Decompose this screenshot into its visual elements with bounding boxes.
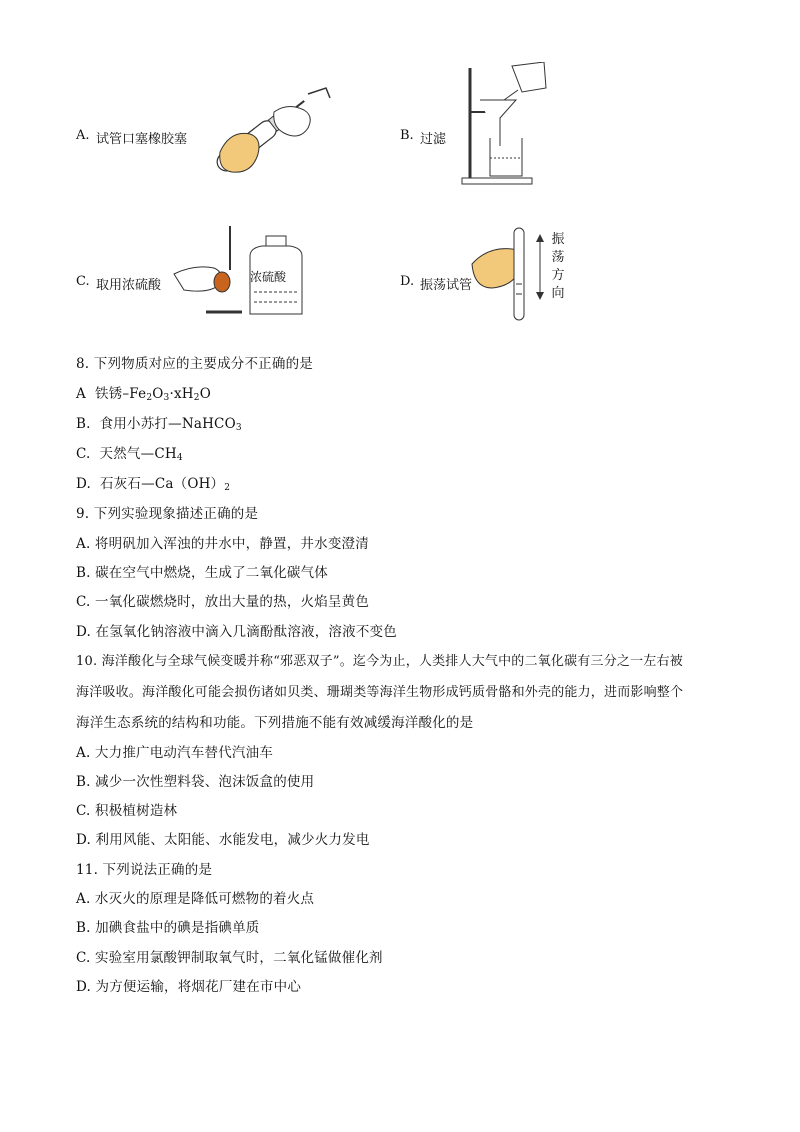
q11-option-a: A. 水灭火的原理是降低可燃物的着火点 bbox=[76, 891, 315, 907]
q11-option-c: C. 实验室用氯酸钾制取氧气时，二氧化锰做催化剂 bbox=[76, 950, 383, 966]
q7-b-text: 过滤 bbox=[420, 132, 447, 147]
shake-direction-char-3: 方 bbox=[551, 268, 565, 283]
q8-d-prefix: D. bbox=[76, 476, 92, 492]
q9-option-b: B. 碳在空气中燃烧，生成了二氧化碳气体 bbox=[76, 565, 329, 581]
q10-stem-line-2: 海洋吸收。海洋酸化可能会损伤诸如贝类、珊瑚类等海洋生物形成钙质骨骼和外壳的能力，进而影响整个 bbox=[76, 685, 684, 700]
q8-b-name: 食用小苏打 bbox=[99, 416, 169, 432]
q8-a-s1: 2 bbox=[146, 393, 153, 403]
q10-option-c: C. 积极植树造林 bbox=[76, 803, 178, 819]
figure-shake-test-tube bbox=[470, 224, 560, 324]
q8-d-s1: 2 bbox=[224, 483, 231, 493]
q8-stem: 8. 下列物质对应的主要成分不正确的是 bbox=[76, 356, 313, 372]
q8-a-f3: ·xH bbox=[169, 386, 194, 402]
q8-option-d bbox=[76, 472, 230, 493]
q11-stem: 11. 下列说法正确的是 bbox=[76, 862, 213, 878]
shake-direction-char-1: 振 bbox=[551, 232, 565, 247]
q7-d-text: 振荡试管 bbox=[420, 278, 473, 293]
q9-option-a: A. 将明矾加入浑浊的井水中，静置，井水变澄清 bbox=[76, 536, 369, 552]
q8-c-s1: 4 bbox=[176, 453, 183, 463]
q8-c-name: 天然气 bbox=[99, 446, 141, 462]
q8-a-f4: O bbox=[199, 386, 211, 402]
acid-bottle-label: 浓硫酸 bbox=[250, 270, 287, 284]
q8-a-s2: 3 bbox=[163, 393, 170, 403]
q8-c-f1: CH bbox=[154, 446, 177, 462]
q8-option-b bbox=[76, 412, 242, 433]
q10-stem-line-3: 海洋生态系统的结构和功能。下列措施不能有效减缓海洋酸化的是 bbox=[76, 715, 474, 731]
q7-c-text: 取用浓硫酸 bbox=[96, 278, 162, 293]
q9-option-c: C. 一氧化碳燃烧时，放出大量的热，火焰呈黄色 bbox=[76, 594, 370, 610]
q8-a-name: 铁锈 bbox=[94, 386, 123, 402]
q8-d-name: 石灰石 bbox=[100, 476, 142, 492]
q8-a-sep: – bbox=[122, 386, 130, 402]
q8-a-prefix: A bbox=[76, 386, 86, 402]
q10-option-b: B. 减少一次性塑料袋、泡沫饭盒的使用 bbox=[76, 774, 315, 790]
q8-b-f1: NaHCO bbox=[181, 416, 236, 432]
q9-option-d: D. 在氢氧化钠溶液中滴入几滴酚酞溶液，溶液不变色 bbox=[76, 624, 397, 640]
q7-a-text: 试管口塞橡胶塞 bbox=[96, 132, 188, 147]
q9-stem: 9. 下列实验现象描述正确的是 bbox=[76, 506, 259, 522]
q7-a-letter: A. bbox=[76, 128, 90, 143]
q10-stem-line-1: 10. 海洋酸化与全球气候变暖并称“邪恶双子”。迄今为止，人类排人大气中的二氧化碳有三分之一左右被 bbox=[76, 654, 683, 669]
q8-a-f1: Fe bbox=[129, 386, 147, 402]
figure-sulfuric-acid bbox=[170, 222, 310, 322]
q8-b-sep: — bbox=[168, 416, 182, 432]
q8-a-s3: 2 bbox=[193, 393, 200, 403]
q8-b-prefix: B. bbox=[76, 416, 91, 432]
q7-b-letter: B. bbox=[400, 128, 414, 143]
q7-c-letter: C. bbox=[76, 274, 90, 289]
figure-filtration bbox=[460, 62, 560, 190]
q8-d-sep: — bbox=[141, 476, 155, 492]
q10-option-a: A. 大力推广电动汽车替代汽油车 bbox=[76, 745, 274, 761]
q7-d-letter: D. bbox=[400, 274, 415, 289]
q8-option-a bbox=[76, 382, 211, 403]
figure-rubber-stopper bbox=[190, 82, 340, 182]
q8-d-f1: Ca（OH） bbox=[154, 476, 225, 492]
q11-option-b: B. 加碘食盐中的碘是指碘单质 bbox=[76, 920, 260, 936]
q8-c-sep: — bbox=[140, 446, 155, 462]
q11-option-d: D. 为方便运输，将烟花厂建在市中心 bbox=[76, 979, 302, 995]
q8-a-f2: O bbox=[152, 386, 164, 402]
q8-option-c bbox=[76, 442, 183, 463]
shake-direction-char-4: 向 bbox=[551, 286, 565, 301]
q8-b-s1: 3 bbox=[235, 423, 242, 433]
shake-direction-char-2: 荡 bbox=[551, 250, 565, 265]
q8-c-prefix: C. bbox=[76, 446, 91, 462]
q10-option-d: D. 利用风能、太阳能、水能发电，减少火力发电 bbox=[76, 832, 370, 848]
